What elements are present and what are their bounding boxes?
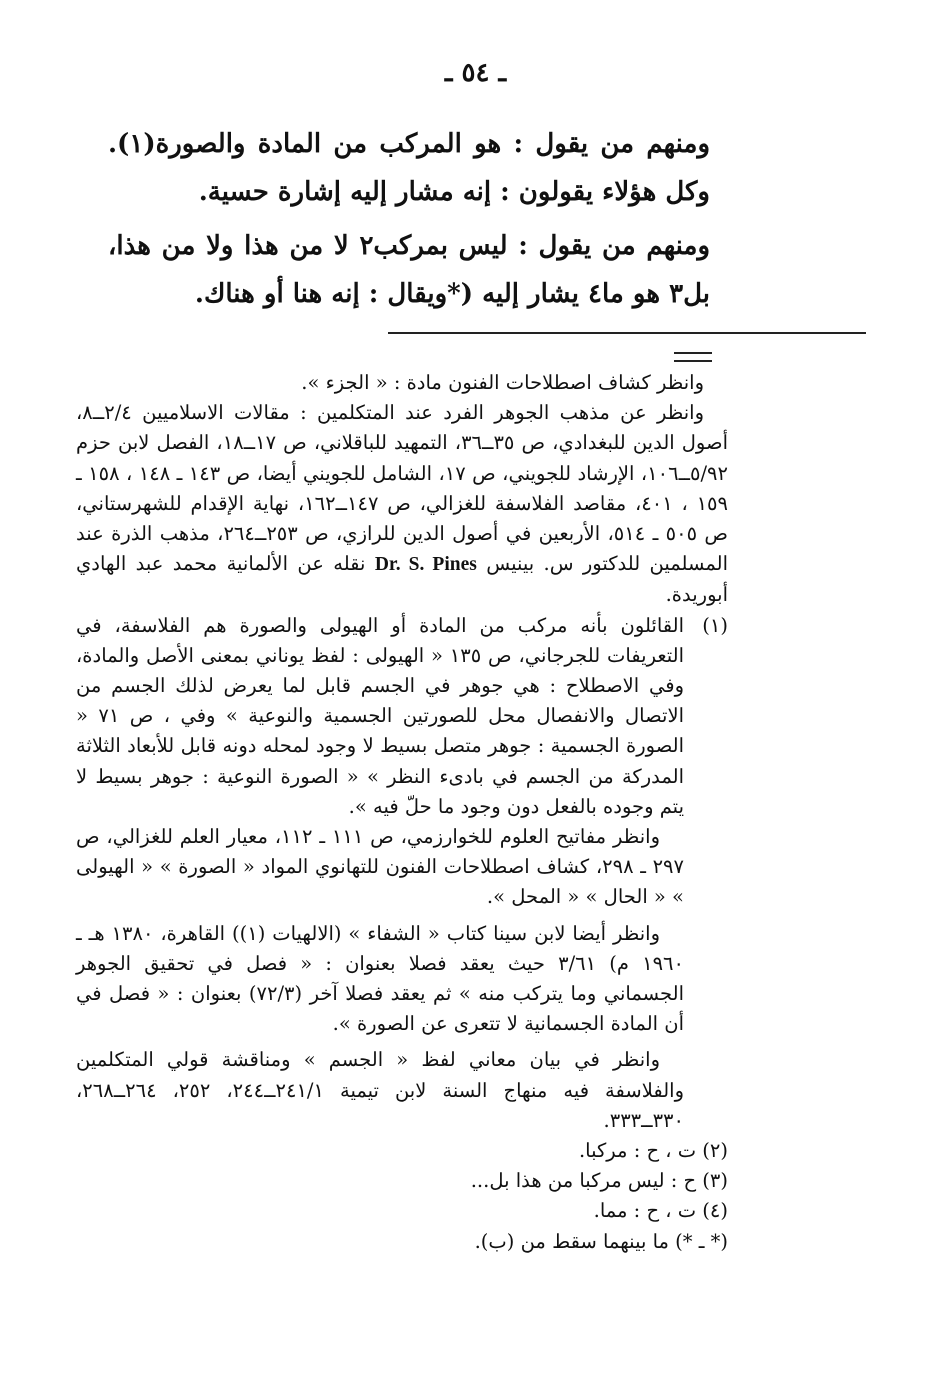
main-paragraph-2: ومنهم من يقول : ليس بمركب٢ لا من هذا ولا من هذا، بل٣ هو ما٤ يشار إليه (*ويقال : إنه هنا أو هناك. (108, 231, 711, 309)
note-jawhar-tail: نقله عن الألمانية محمد عبد الهادي أبوريدة. (76, 552, 728, 607)
footnote-1 (76, 611, 728, 1136)
note-jawhar (76, 398, 728, 610)
footnote-separator (388, 332, 866, 334)
footnote-3: (٣) ح : ليس مركبا من هذا بل... (470, 1169, 728, 1193)
footnote-2: (٢) ت ، ح : مركبا. (578, 1139, 728, 1163)
footnote-1-number: (١) (702, 613, 728, 637)
footnote-star: (* ـ *) ما بينهما سقط من (ب). (474, 1229, 728, 1253)
main-paragraph-1: ومنهم من يقول : هو المركب من المادة والصورة(١). وكل هؤلاء يقولون : إنه مشار إليه إشارة حسية. (108, 129, 710, 207)
note-kashshaf: وانظر كشاف اصطلاحات الفنون مادة : « الجزء ». (301, 371, 704, 394)
page-number: ـ ٥٤ ـ (444, 58, 507, 88)
footnote-1-para-b: وانظر مفاتيح العلوم للخوارزمي، ص ١١١ ـ ١١٢، معيار العلم للغزالي، ص ٢٩٧ ـ ٢٩٨، كشاف اصطلاحات الفنون للتهانوي المواد « الصورة » « الهيولى » « الحال » « المحل ». (76, 825, 684, 909)
note-jawhar-text: وانظر عن مذهب الجوهر الفرد عند المتكلمين : مقالات الاسلاميين ٢/٤ــ٨، أصول الدين للبغدادي، ص ٣٥ــ٣٦، التمهيد للباقلاني، ص ١٧ــ١٨، الفصل لابن حزم ٥/٩٢ــ١٠٦، الإرشاد للجويني، ص ١٧، الشامل للجويني أيضا، ص ١٤٣ ـ ١٤٨ ، ١٥٨ ـ ١٥٩ ، ٤٠١، مقاصد الفلاسفة للغزالي، ص ١٤٧ــ١٦٢، نهاية الإقدام للشهرستاني، ص ٥٠٥ ـ ٥١٤، الأربعين في أصول الدين للرازي، ص ٢٥٣ــ٢٦٤، مذهب الذرة عند المسلمين للدكتور س. بينيس (76, 401, 728, 576)
footnotes (76, 368, 728, 1257)
footnote-1-para-c: وانظر أيضا لابن سينا كتاب « الشفاء » (الالهيات (١)) القاهرة، ١٣٨٠ هـ ـ ١٩٦٠ م) ٣/٦١ حيث يعقد فصلا بعنوان : « فصل في تحقيق الجوهر الجسماني وما يتركب منه » ثم يعقد فصلا آخر (٧٢/٣) بعنوان : « فصل في أن المادة الجسمانية لا تتعرى عن الصورة ». (76, 921, 684, 1036)
double-rule-divider (674, 352, 712, 362)
footnote-1-para-a: القائلون بأنه مركب من المادة أو الهيولى والصورة هم الفلاسفة، في التعريفات للجرجاني، ص ١٣٥ « الهيولى : لفظ يوناني بمعنى الأصل والمادة، وفي الاصطلاح : هي جوهر في الجسم قابل لما يعرض لذلك الجسم من الاتصال والانفصال محل للصورتين الجسمية والنوعية » وفي ، ص ٧١ « الصورة الجسمية : جوهر متصل بسيط لا وجود لمحله دونه قابل للأبعاد الثلاثة المدركة من الجسم في بادىء النظر » « الصورة النوعية : جوهر بسيط لا يتم وجوده بالفعل دون وجود ما حلّ فيه ». (76, 613, 684, 818)
footnote-1-para-d: وانظر في بيان معاني لفظ « الجسم » ومناقشة قولي المتكلمين والفلاسفة فيه منهاج السنة لابن تيمية ٢٤١/١ــ٢٤٤، ٢٥٢، ٢٦٤ــ٢٦٨، ٣٣٠ــ٣٣٣. (76, 1048, 684, 1132)
main-text (108, 120, 710, 324)
footnote-4: (٤) ت ، ح : مما. (593, 1199, 728, 1223)
note-jawhar-latin-name: Dr. S. Pines (374, 554, 477, 576)
